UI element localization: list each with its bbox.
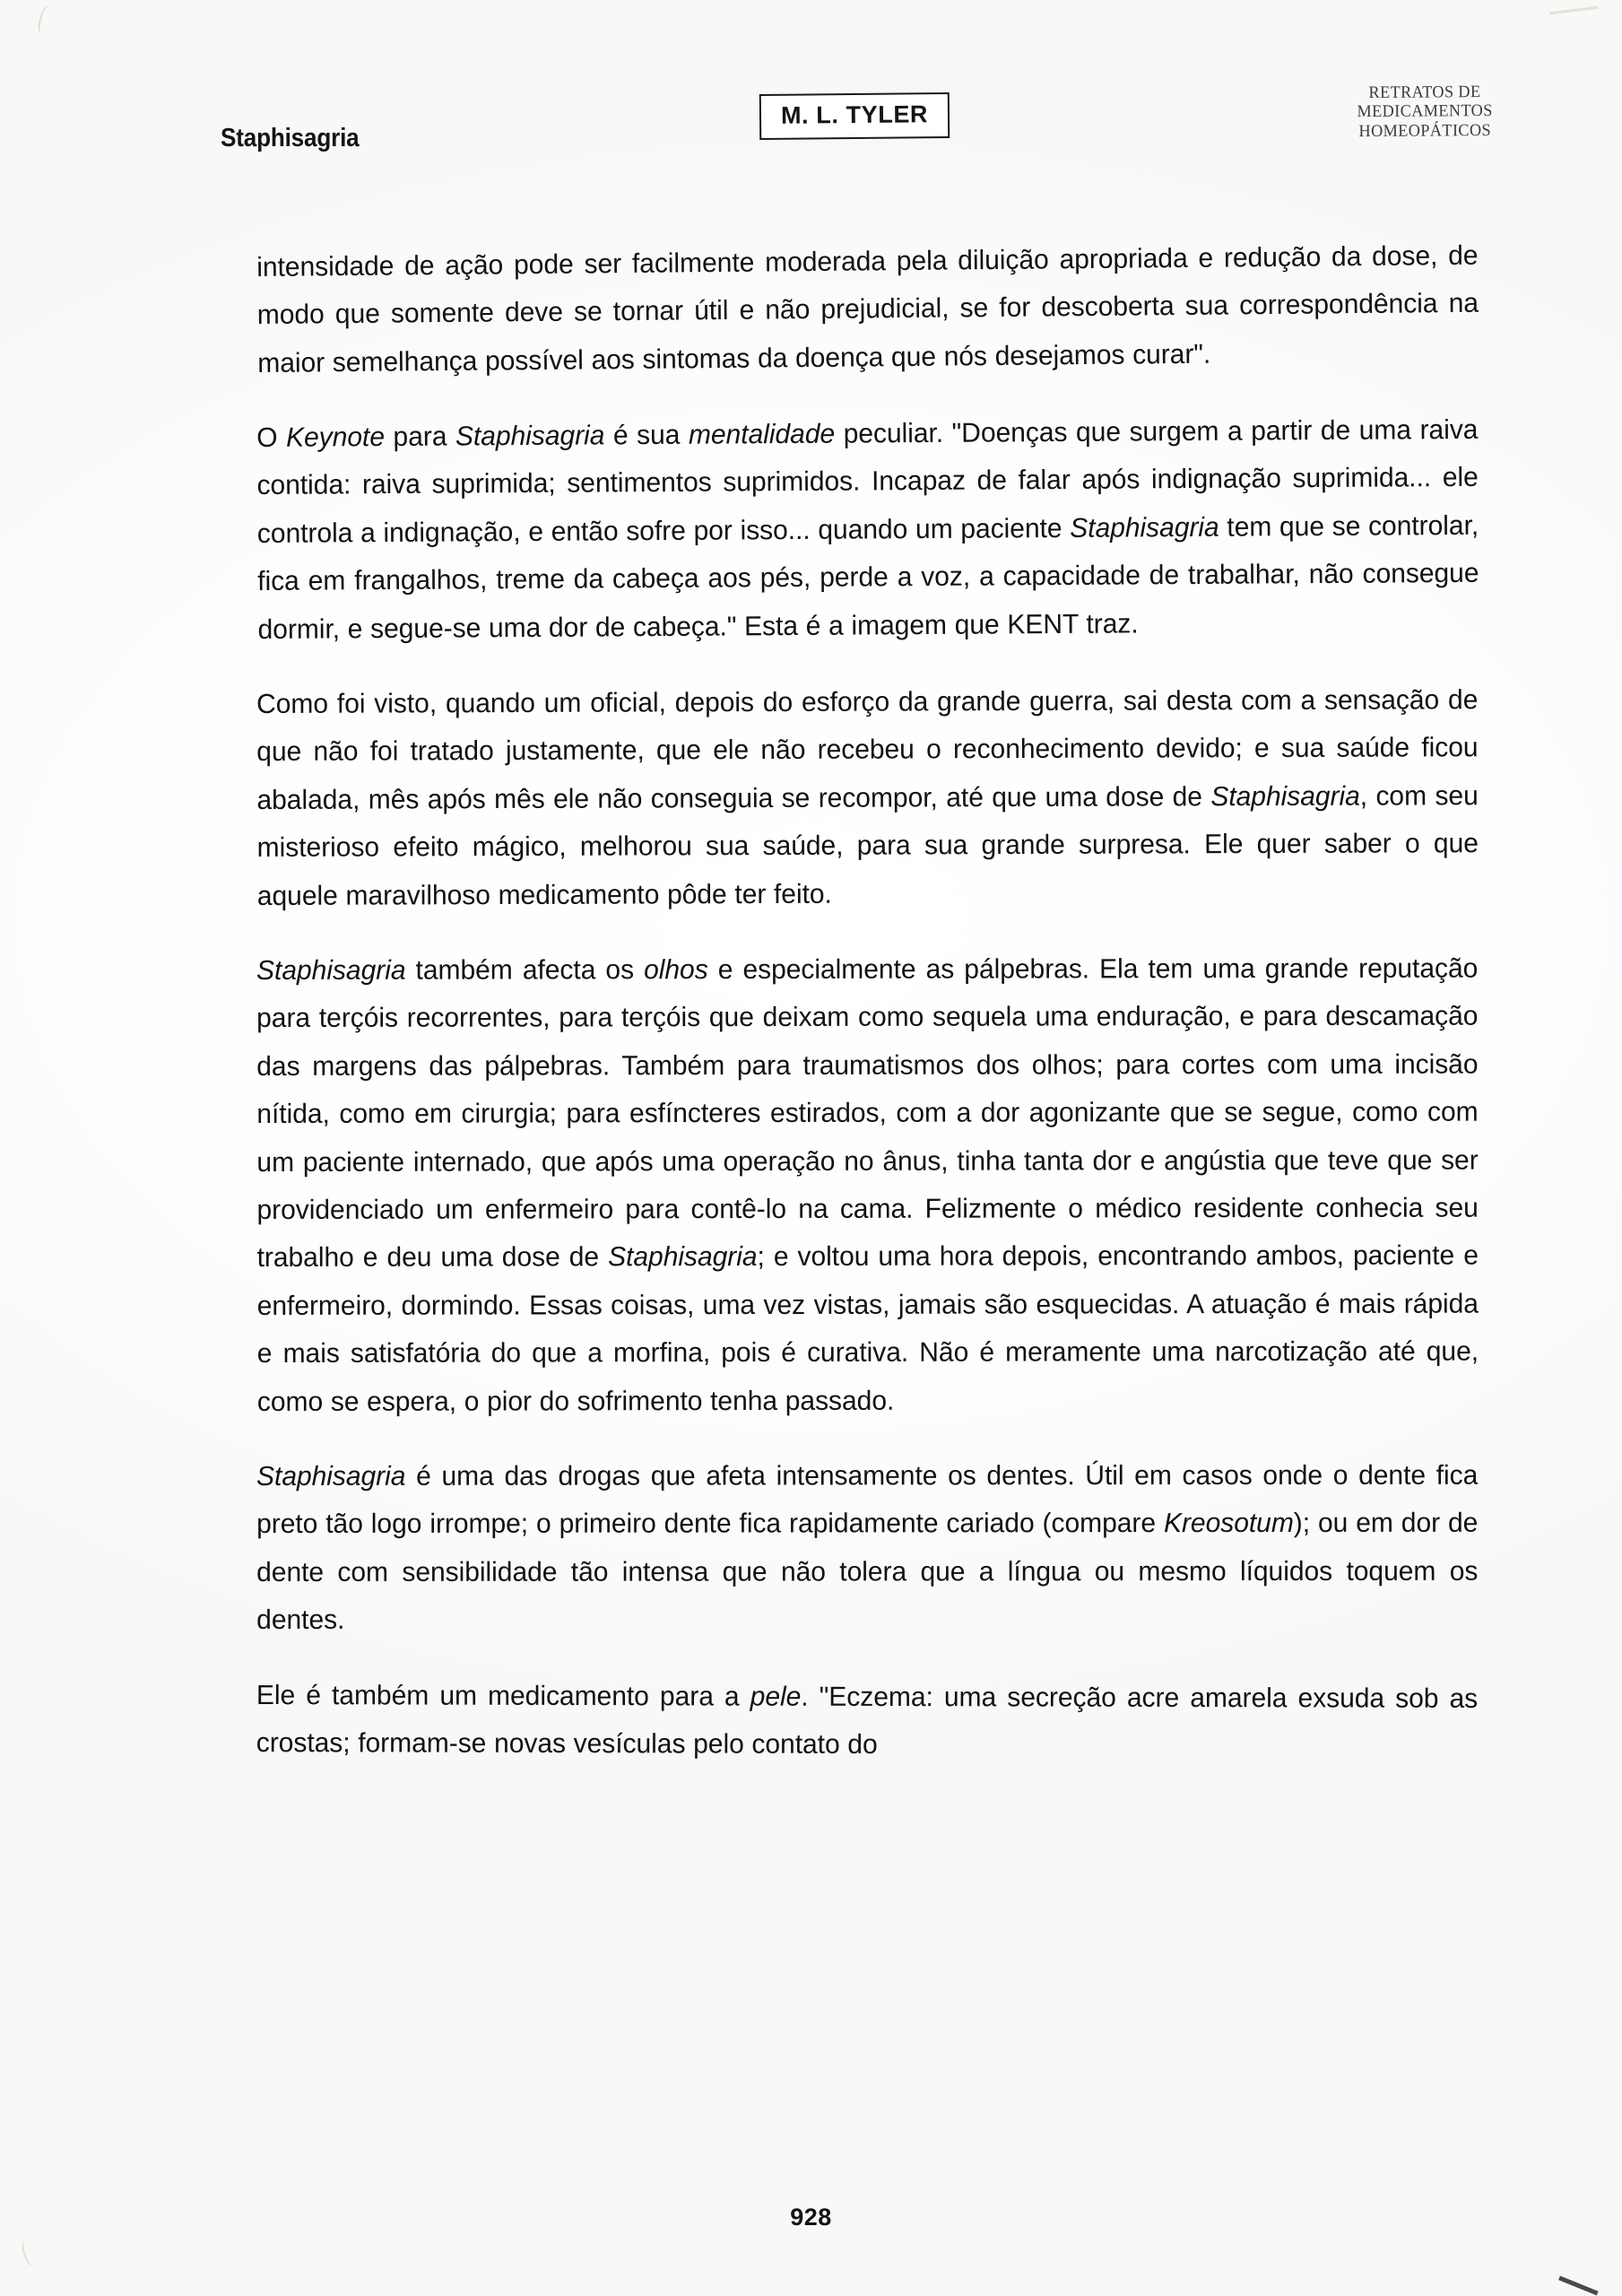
author-name-box: M. L. TYLER [759,92,950,140]
p2-italic-mentalidade: mentalidade [688,418,836,450]
p3-run-1: Como foi visto, quando um oficial, depois do esforço da grande guerra, sai desta com a sensação de que não foi tratado justamente, que ele não recebeu o reconhecimento devido; e sua saúde ficou abalada, mês após mês ele não conseguia se recompor, até que uma dose de [256,684,1479,816]
p4-italic-olhos: olhos [644,954,708,986]
p3-run-2: , com seu misterioso efeito mágico, melhorou sua saúde, para sua grande surpresa. Ele quer saber o que aquele maravilhoso medicamento pôde ter feito. [256,780,1479,911]
paragraph-6 [256,1672,1479,1771]
imprint-line-2: MEDICAMENTOS [1357,101,1494,122]
imprint-line-1: RETRATOS DE [1368,83,1482,103]
running-title: Staphisagria [221,124,360,152]
p6-italic-pele: pele [750,1681,802,1712]
page-header [221,83,1496,163]
paragraph-5 [256,1452,1478,1645]
p4-run-1: também afecta os [405,954,645,986]
imprint-line-3: HOMEOPÁTICOS [1358,120,1492,142]
p3-italic-staphisagria: Staphisagria [1210,780,1360,813]
p2-run-2: para [384,421,456,453]
p5-italic-kreosotum: Kreosotum [1163,1508,1294,1539]
p6-run-1: Ele é também um medicamento para a [256,1679,750,1712]
p5-run-1: é uma das drogas que afeta intensamente os dentes. Útil em casos onde o dente fica preto tão logo irrompe; o primeiro dente fica rapidamente cariado (compare [256,1460,1479,1540]
p2-run-5: tem que se controlar, fica em frangalhos, treme da cabeça aos pés, perde a voz, a capacidade de trabalhar, não consegue dormir, e segue-se uma dor de cabeça." Esta é a imagem que KENT traz. [257,509,1479,645]
scan-artifact-top-left [36,4,59,37]
p6-run-2: . "Eczema: uma secreção acre amarela exsuda sob as crostas; formam-se novas vesículas pelo contato do [256,1681,1479,1761]
scan-artifact-bottom-left [20,2237,43,2267]
p4-italic-staphisagria-1: Staphisagria [256,954,406,987]
p2-run-3: é sua [604,419,690,451]
scan-artifact-top-right [1549,6,1599,23]
p5-run-2: ); ou em dor de dente com sensibilidade tão intensa que não tolera que a língua ou mesmo líquidos toquem os dentes. [256,1508,1479,1636]
paragraph-2 [256,406,1479,654]
paragraph-1 [256,232,1479,387]
scan-artifact-bottom-right [1558,2251,1609,2296]
paragraph-3 [256,676,1479,920]
p4-run-3: ; e voltou uma hora depois, encontrando ambos, paciente e enfermeiro, dormindo. Essas coisas, uma vez vistas, jamais são esquecidas. A atuação é mais rápida e mais satisfatória do que a morfina, pois é curativa. Não é meramente uma narcotização até que, como se espera, o pior do sofrimento tenha passado. [256,1240,1479,1417]
p4-run-2: e especialmente as pálpebras. Ela tem uma grande reputação para terçóis recorrentes, para terçóis que deixam como sequela uma enduração, e para descamação das margens das pálpebras. Também para traumatismos dos olhos; para cortes com uma incisão nítida, como em cirurgia; para esfíncteres estirados, com a dor agonizante que se segue, como com um paciente internado, que após uma operação no ânus, tinha tanta dor e angústia que teve que ser providenciado um enfermeiro para contê-lo na cama. Felizmente o médico residente conhecia seu trabalho e deu uma dose de [256,952,1479,1274]
p2-run-1: O [256,422,287,454]
book-imprint-title [1357,83,1494,142]
paragraph-4 [256,945,1479,1426]
p2-italic-staphisagria-1: Staphisagria [455,420,605,452]
p2-italic-keynote: Keynote [285,422,386,453]
p2-run-4: peculiar. "Doenças que surgem a partir de uma raiva contida: raiva suprimida; sentimentos suprimidos. Incapaz de falar após indignação suprimida... ele controla a indignação, e então sofre por isso... quando um paciente [256,414,1479,550]
page-body [256,239,1496,1768]
p2-italic-staphisagria-2: Staphisagria [1070,511,1219,544]
p5-italic-staphisagria: Staphisagria [256,1461,406,1492]
page-number: 928 [790,2204,832,2231]
p4-italic-staphisagria-2: Staphisagria [608,1241,758,1274]
paragraph-1-text: intensidade de ação pode ser facilmente moderada pela diluição apropriada e redução da dose, de modo que somente deve se tornar útil e não prejudicial, se for descoberta sua correspondência na maior semelhança possível aos sintomas da doença que nós desejamos curar". [256,239,1479,378]
